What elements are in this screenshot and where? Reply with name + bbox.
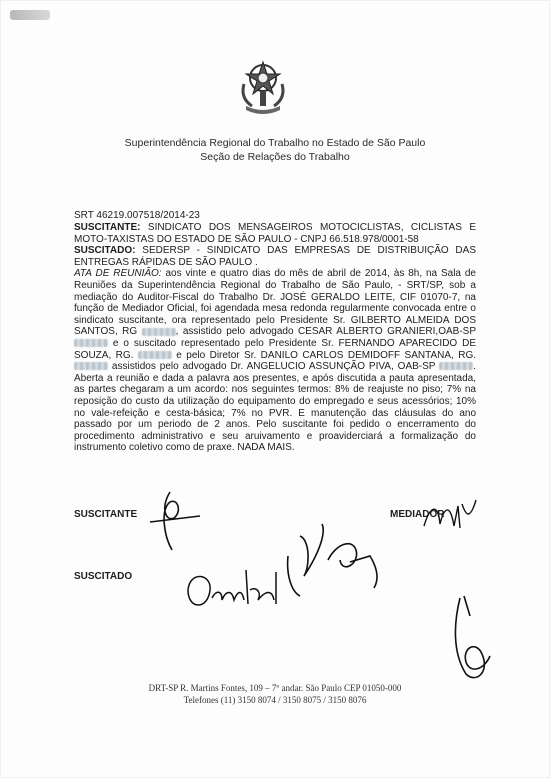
redacted-rg [74, 362, 108, 370]
suscitado-signature-label: SUSCITADO [74, 571, 133, 582]
document-body [74, 222, 476, 454]
suscitado-paragraph [74, 245, 476, 268]
minutes-text-2: , assistido pelo advogado CESAR ALBERTO GRANIERI,OAB-SP [175, 326, 476, 338]
suscitante-paragraph [74, 222, 476, 245]
coat-of-arms-emblem [236, 54, 290, 118]
footer-address: DRT-SP R. Martins Fontes, 109 – 7º andar. São Paulo CEP 01050-000 [148, 683, 402, 693]
minutes-text-4: e pelo Diretor Sr. DANILO CARLOS DEMIDOFF SANTANA, RG. [171, 349, 476, 361]
suscitado-text: SEDERSP - SINDICATO DAS EMPRESAS DE DISTRIBUIÇÃO DAS ENTREGAS RÁPIDAS DE SÃO PAULO . [74, 245, 476, 268]
redacted-rg [138, 351, 172, 359]
suscitado-label: SUSCITADO: [74, 245, 136, 257]
suscitado-signature-large [280, 516, 390, 612]
footer-phones: Telefones (11) 3150 8074 / 3150 8075 / 3150 8076 [183, 695, 367, 705]
minutes-text-5: assistidos pelo advogado Dr. ANGELUCIO ASSUNÇÃO PIVA, OAB-SP [108, 361, 440, 373]
mediador-signature [420, 496, 480, 536]
suscitante-text: SINDICATO DOS MENSAGEIROS MOTOCICLISTAS, CICLISTAS E MOTO-TAXISTAS DO ESTADO DE SÃO PAULO - CNPJ 66.518.978/0001-58 [74, 222, 476, 245]
witness-signature [446, 592, 506, 684]
minutes-text-3: e o suscitado representado pelo Presidente Sr. FERNANDO APARECIDO DE SOUZA, RG. [74, 337, 476, 361]
redacted-oab [74, 339, 108, 347]
process-reference: SRT 46219.007518/2014-23 [74, 210, 200, 221]
header-agency-name: Superintendência Regional do Trabalho no Estado de São Paulo [124, 137, 426, 149]
minutes-text-1: aos vinte e quatro dias do mês de abril de 2014, às 8h, na Sala de Reuniões da Superintendência Regional do Trabalho de São Paulo, - SRT/SP, sob a mediação do Auditor-Fiscal do Trabalho Dr. JOSÉ GERALDO LEITE, CIF 01070-7, na função de Mediador Oficial, foi agendada mesa redonda regularmente convocada entre o sindicato suscitante, ora representado pelo Presidente Sr. GILBERTO ALMEIDA DOS SANTOS, RG [74, 268, 476, 338]
minutes-text-6: . Aberta a reunião e dada a palavra aos presentes, e após discutida a pauta apresentada, as partes chegaram a um acordo: nos seguintes termos: 8% de reajuste no piso; 7% na reposição do custo da utilização do equipamento do empregado e seus acessórios; 10% no vale-refeição e cesta-básica; 7% no PVR. E manutenção das cláusulas do ano passado por um periodo de 2 anos. Pelo suscitante foi pedido o encerramento do procedimento administrativo e seu aruivamento e proaviderciará a formalização do instrumento coletivo como de praxe. NADA MAIS. [74, 361, 476, 454]
header-section-name: Seção de Relações do Trabalho [200, 151, 350, 163]
stamp-mark [10, 10, 50, 20]
redacted-oab [439, 362, 473, 370]
minutes-label: ATA DE REUNIÃO: [74, 268, 162, 280]
suscitante-signature-label: SUSCITANTE [74, 509, 138, 520]
mediador-signature-label: MEDIADOR [390, 509, 445, 520]
redacted-rg [142, 328, 176, 336]
suscitante-signature [130, 488, 220, 558]
suscitado-signature [182, 560, 292, 622]
suscitante-label: SUSCITANTE: [74, 222, 141, 233]
minutes-paragraph [74, 268, 476, 454]
